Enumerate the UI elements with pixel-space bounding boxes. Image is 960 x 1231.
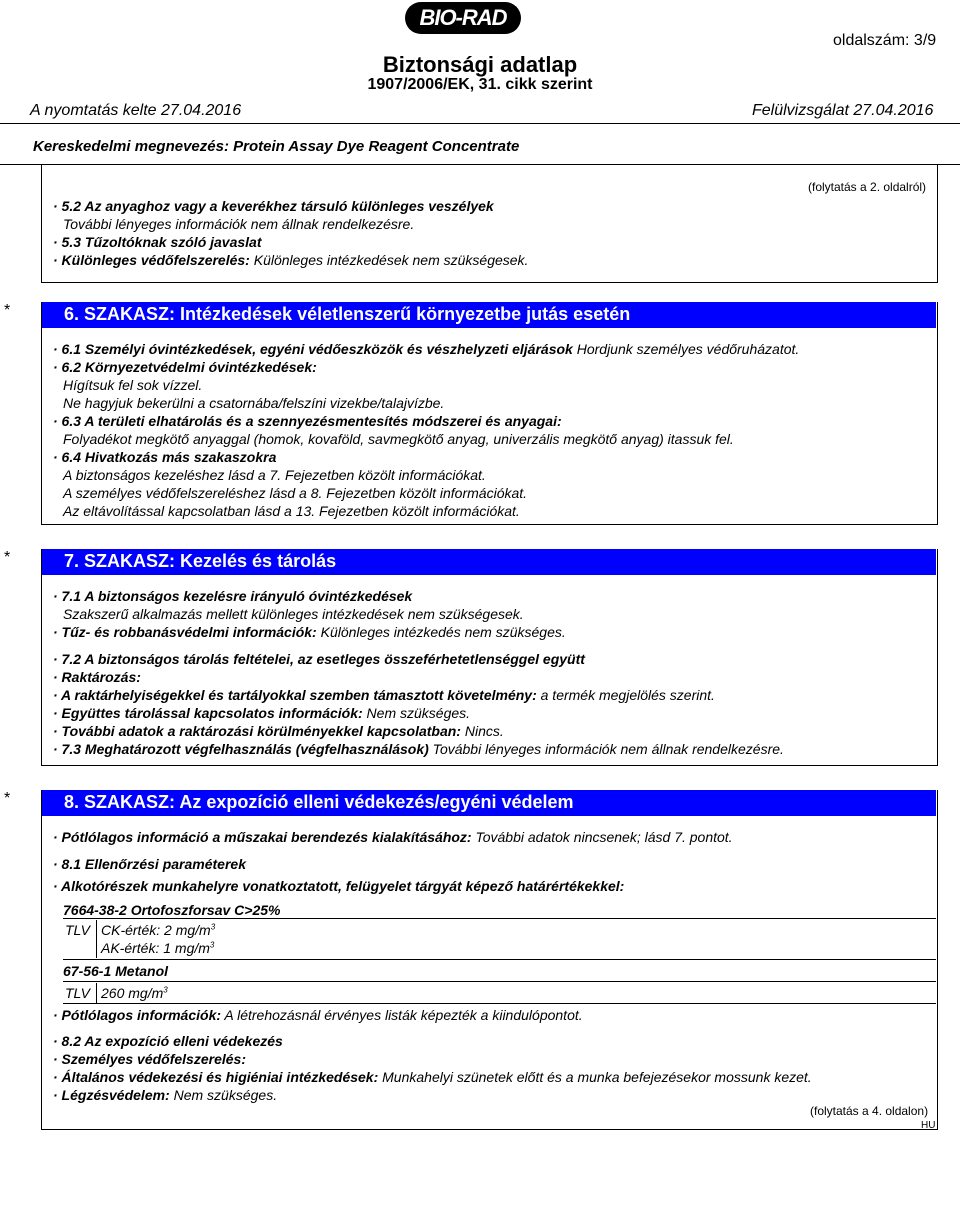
s8-limits-heading: · Alkotórészek munkahelyre vonatkoztatott, felügyelet tárgyát képező határértékekkel: [53,878,625,894]
ak-unit-exponent: 3 [209,940,215,950]
s7-conditions-value: Nincs. [460,723,504,739]
s7-storage-heading: · Raktározás: [53,669,141,685]
language-code: HU [921,1120,936,1131]
s6-1-line [53,341,799,357]
s6-2-text-2: Ne hagyjuk bekerülni a csatornába/felszíni vizekbe/talajvízbe. [63,395,445,411]
ck-value-text: CK-érték: 2 mg/m [101,922,211,938]
s6-1-value: Hordjunk személyes védőruházatot. [572,341,800,357]
print-date: A nyomtatás kelte 27.04.2016 [30,102,242,119]
s5-3-heading: · 5.3 Tűzoltóknak szóló javaslat [53,234,262,250]
s6-4-text-2: A személyes védőfelszereléshez lásd a 8. Fejezetben közölt információkat. [63,485,528,501]
substance-1-ck-value [101,922,215,938]
continued-from: (folytatás a 2. oldalról) [808,180,927,194]
substance-2-divider [63,981,936,982]
tlv-1-separator [96,920,97,958]
s8-ppe-heading: · Személyes védőfelszerelés: [53,1051,246,1067]
s8-engineering-line [53,829,733,845]
s8-additional-info-label: · Pótlólagos információk: [53,1007,222,1023]
substance-2-value [101,985,168,1001]
s7-3-line [53,741,784,757]
s7-change-marker: * [4,549,11,566]
tlv-2-separator [96,983,97,1003]
s5-2-heading: · 5.2 Az anyaghoz vagy a keverékhez társuló különleges veszélyek [53,198,494,214]
ck-unit-exponent: 3 [210,922,216,932]
logo-text: BIO-RAD [419,5,507,30]
s7-conditions-line [53,723,504,739]
substance-1-name: 7664-38-2 Ortofoszforsav C>25% [63,902,281,918]
bio-rad-logo [405,2,521,34]
s6-4-text-3: Az eltávolítással kapcsolatban lásd a 13. Fejezetben közölt információkat. [63,503,520,519]
page-number: oldalszám: 3/9 [833,32,937,49]
s8-hygiene-line [53,1069,812,1085]
substance-2-tlv-label: TLV [65,985,90,1001]
s8-2-heading: · 8.2 Az expozíció elleni védekezés [53,1033,283,1049]
s7-storage-req-label: · A raktárhelyiségekkel és tartályokkal szemben támasztott követelmény: [53,687,537,703]
substance-1-bottom-divider [63,959,936,960]
s8-engineering-label: · Pótlólagos információ a műszakai berendezés kialakításához: [53,829,472,845]
trade-name: Kereskedelmi megnevezés: Protein Assay Dye Reagent Concentrate [33,138,520,155]
s6-heading: 6. SZAKASZ: Intézkedések véletlenszerű környezetbe jutás esetén [64,304,631,324]
s8-respiratory-line [53,1087,277,1103]
s7-1-text: Szakszerű alkalmazás mellett különleges intézkedések nem szükségesek. [63,606,524,622]
s5-3-label: · Különleges védőfelszerelés: [53,252,250,268]
s7-fire-line [53,624,566,640]
header-divider [0,123,960,124]
metanol-value-text: 260 mg/m [101,985,164,1001]
substance-2-name: 67-56-1 Metanol [63,963,169,979]
s8-hygiene-label: · Általános védekezési és higiéniai intézkedések: [53,1069,379,1085]
s8-heading: 8. SZAKASZ: Az expozíció elleni védekezés/egyéni védelem [64,792,574,812]
s7-joint-storage-line [53,705,470,721]
s6-3-heading: · 6.3 A területi elhatárolás és a szennyezésmentesítés módszerei és anyagai: [53,413,562,429]
revision-date: Felülvizsgálat 27.04.2016 [752,102,934,119]
s7-2-heading: · 7.2 A biztonságos tárolás feltételei, az esetleges összeférhetetlenséggel együtt [53,651,585,667]
s8-1-heading: · 8.1 Ellenőrzési paraméterek [53,856,246,872]
document-title: Biztonsági adatlap [382,52,578,77]
s5-3-line [53,252,528,268]
s8-additional-info-value: A létrehozásnál érvényes listák képezték a kiindulópontot. [221,1007,583,1023]
s7-storage-req-line [53,687,715,703]
s6-2-text-1: Hígítsuk fel sok vízzel. [63,377,203,393]
s6-1-label: · 6.1 Személyi óvintézkedések, egyéni védőeszközök és vészhelyzeti eljárások [53,341,573,357]
s5-2-text: További lényeges információk nem állnak rendelkezésre. [63,216,415,232]
s7-heading: 7. SZAKASZ: Kezelés és tárolás [64,551,337,571]
s8-respiratory-label: · Légzésvédelem: [53,1087,170,1103]
s7-fire-label: · Tűz- és robbanásvédelmi információk: [53,624,317,640]
s7-fire-value: Különleges intézkedés nem szükséges. [316,624,566,640]
substance-2-bottom-divider [63,1003,936,1004]
s5-3-value: Különleges intézkedések nem szükségesek. [249,252,529,268]
ak-value-text: AK-érték: 1 mg/m [101,940,210,956]
substance-1-divider [63,918,936,919]
substance-1-tlv-label: TLV [65,922,90,938]
s7-3-label: · 7.3 Meghatározott végfelhasználás (végfelhasználások) [53,741,429,757]
s7-joint-storage-value: Nem szükséges. [362,705,471,721]
continued-on: (folytatás a 4. oldalon) [810,1104,929,1118]
s7-storage-req-value: a termék megjelölés szerint. [536,687,715,703]
s7-3-value: További lényeges információk nem állnak rendelkezésre. [428,741,784,757]
s8-engineering-value: További adatok nincsenek; lásd 7. pontot. [471,829,733,845]
s6-change-marker: * [4,302,11,319]
s8-additional-info-line [53,1007,583,1023]
document-subtitle: 1907/2006/EK, 31. cikk szerint [367,76,593,93]
s7-1-heading: · 7.1 A biztonságos kezelésre irányuló óvintézkedések [53,588,413,604]
s8-change-marker: * [4,790,11,807]
s8-respiratory-value: Nem szükséges. [169,1087,278,1103]
s6-2-heading: · 6.2 Környezetvédelmi óvintézkedések: [53,359,317,375]
s8-hygiene-value: Munkahelyi szünetek előtt és a munka befejezésekor mossunk kezet. [378,1069,812,1085]
s7-joint-storage-label: · Együttes tárolással kapcsolatos információk: [53,705,363,721]
metanol-unit-exponent: 3 [163,985,168,995]
s7-conditions-label: · További adatok a raktározási körülményekkel kapcsolatban: [53,723,461,739]
s6-4-heading: · 6.4 Hivatkozás más szakaszokra [53,449,277,465]
substance-1-ak-value [101,940,214,956]
s6-4-text-1: A biztonságos kezeléshez lásd a 7. Fejezetben közölt információkat. [63,467,486,483]
s6-3-text: Folyadékot megkötő anyaggal (homok, kovaföld, savmegkötő anyag, univerzális megkötő anyag) itassuk fel. [63,431,734,447]
